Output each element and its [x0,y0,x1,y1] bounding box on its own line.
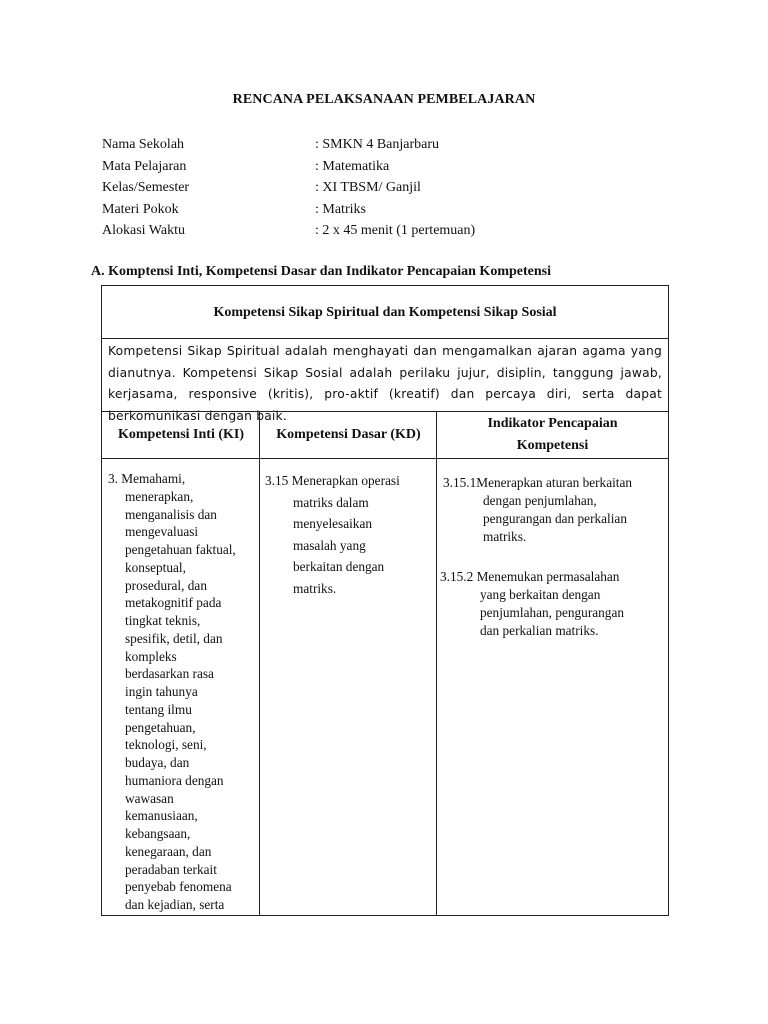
column-header-kd [260,412,437,458]
ki-line: kompleks [125,648,177,664]
indicator-line: 3.15.2 Menemukan permasalahan [440,569,620,584]
indicator-1 [443,474,668,546]
indicator-line: 3.15.1Menerapkan aturan berkaitan [443,475,633,490]
ki-line: mengevaluasi [125,524,199,540]
kd-cell [265,470,435,599]
info-value: : Matematika [315,158,390,174]
ki-line: pengetahuan, [125,719,196,735]
ki-line: spesifik, detil, dan [125,630,223,646]
table-divider [102,458,668,459]
document-title: RENCANA PELAKSANAAN PEMBELAJARAN [232,92,536,107]
ki-line: menerapkan, [125,488,194,504]
info-label: Kelas/Semester [102,180,190,195]
info-value: : Matriks [315,201,366,217]
indicator-line: penjumlahan, pengurangan [480,605,624,620]
info-label: Mata Pelajaran [102,158,187,174]
indicator-line: matriks. [483,529,527,544]
info-value: : SMKN 4 Banjarbaru [315,137,440,152]
info-label: Alokasi Waktu [102,223,185,238]
ki-line: budaya, dan [125,755,190,770]
column-header-indicator [437,412,668,458]
section-heading: A. Komptensi Inti, Kompetensi Dasar dan Indikator Pencapaian Kompetensi [91,264,551,279]
ki-line: peradaban terkait [125,861,217,877]
ki-line: ingin tahunya [125,684,198,699]
info-label: Nama Sekolah [102,137,185,152]
sikap-header [102,286,668,339]
ki-line: pengetahuan faktual, [125,542,236,557]
ki-line: tentang ilmu [125,701,192,717]
column-divider [436,411,437,915]
ki-line: wawasan [125,790,174,806]
sikap-body: Kompetensi Sikap Spiritual adalah menghayati dan mengamalkan ajaran agama yang dianutnya. Kompetensi Sikap Sosial adalah perilaku jujur, disiplin, tanggung jawab, kerjasama, responsive (kritis), pro-aktif (kreatif) dan percaya diri, serta dapat berkomunikasi dengan baik. [108,344,662,423]
ki-line: humaniora dengan [125,772,224,788]
indicator-line: yang berkaitan dengan [480,587,601,602]
ki-line: tingkat teknis, [125,613,201,628]
column-header-ki [102,412,260,458]
column-header-indicator-text: Indikator Pencapaian Kompetensi [487,416,618,453]
ki-line: kenegaraan, dan [125,843,212,859]
info-value: : XI TBSM/ Ganjil [315,180,421,195]
ki-line: 3. Memahami, [108,471,186,486]
ki-line: teknologi, seni, [125,737,207,753]
kd-line: berkaitan dengan [293,559,385,574]
column-header-kd-text: Kompetensi Dasar (KD) [276,427,421,442]
info-value: : 2 x 45 menit (1 pertemuan) [315,223,476,238]
ki-line: penyebab fenomena [125,879,232,895]
kd-line: matriks dalam [293,494,369,510]
ki-line: metakognitif pada [125,595,222,611]
ki-line: kebangsaan, [125,826,191,841]
ki-line: prosedural, dan [125,577,207,593]
ki-line: dan kejadian, serta [125,897,225,912]
sikap-header-text: Kompetensi Sikap Spiritual dan Kompetensi Sikap Sosial [213,304,557,320]
ki-line: berdasarkan rasa [125,666,214,682]
kd-line: masalah yang [293,537,366,553]
column-header-ki-text: Kompetensi Inti (KI) [118,427,244,442]
column-divider [259,411,260,915]
indicator-2 [440,568,668,640]
indicator-line: dengan penjumlahan, [483,493,597,508]
ki-line: menganalisis dan [125,506,217,522]
indicator-line: pengurangan dan perkalian [483,511,627,526]
kd-line: menyelesaikan [293,516,373,531]
ki-line: konseptual, [125,559,186,575]
info-label: Materi Pokok [102,201,179,217]
ki-cell [108,470,258,914]
indicator-line: dan perkalian matriks. [480,623,599,638]
competency-table [101,285,669,916]
ki-line: kemanusiaan, [125,808,198,824]
kd-line: 3.15 Menerapkan operasi [265,473,400,488]
kd-line: matriks. [293,580,337,596]
